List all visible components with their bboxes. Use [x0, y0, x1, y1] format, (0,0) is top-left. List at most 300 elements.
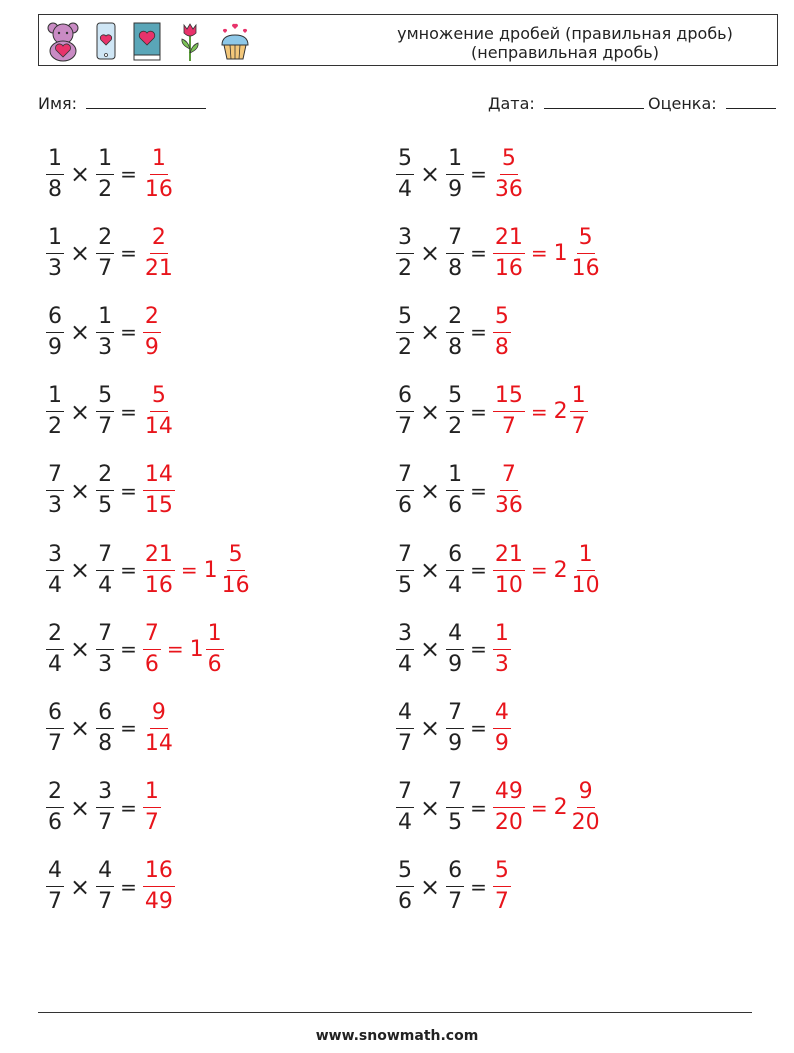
fraction: [446, 858, 464, 915]
problem-5: [46, 459, 175, 523]
denominator: 2: [98, 176, 113, 202]
equals-sign: =: [120, 874, 137, 899]
equals-sign: =: [470, 874, 487, 899]
equals-sign: =: [120, 241, 137, 266]
answer: [493, 779, 602, 836]
problem-18: [396, 696, 511, 760]
denominator: 36: [494, 493, 523, 519]
title-line-2: (неправильная дробь): [471, 43, 659, 62]
denominator: 6: [448, 493, 463, 519]
denominator: 5: [98, 493, 113, 519]
problem-1: [46, 142, 175, 206]
equals-sign: =: [120, 716, 137, 741]
problem-6: [46, 538, 252, 602]
times-sign: ×: [420, 318, 441, 347]
fraction: [493, 858, 511, 915]
problem-17: [396, 617, 511, 681]
numerator: 2: [446, 304, 464, 333]
numerator: 3: [46, 542, 64, 571]
numerator: 5: [493, 858, 511, 887]
denominator: 8: [448, 334, 463, 360]
fraction: [446, 462, 464, 519]
answer: [143, 542, 252, 599]
denominator: 20: [571, 810, 600, 836]
numerator: 5: [227, 542, 245, 571]
denominator: 9: [448, 730, 463, 756]
problem-2: [46, 221, 175, 285]
times-sign: ×: [70, 318, 91, 347]
fraction: [143, 462, 175, 519]
fraction: [46, 462, 64, 519]
denominator: 7: [98, 889, 113, 915]
problem-8: [46, 696, 175, 760]
numerator: 9: [150, 700, 168, 729]
fraction: [493, 304, 511, 361]
equals-sign: =: [530, 795, 548, 820]
answer: [143, 779, 161, 836]
mixed-whole: 1: [553, 240, 568, 266]
numerator: 5: [150, 383, 168, 412]
fraction: [46, 383, 64, 440]
fraction: [46, 858, 64, 915]
numerator: 4: [493, 700, 511, 729]
grade-label: Оценка:: [648, 94, 717, 113]
answer: [493, 304, 511, 361]
denominator: 7: [501, 414, 516, 440]
fraction: [446, 779, 464, 836]
date-label: Дата:: [488, 94, 535, 113]
denominator: 2: [448, 414, 463, 440]
problem-19: [396, 776, 602, 840]
times-sign: ×: [420, 397, 441, 426]
denominator: 4: [398, 651, 412, 677]
equals-sign: =: [470, 637, 487, 662]
fraction: [96, 462, 114, 519]
times-sign: ×: [420, 239, 441, 268]
answer: [493, 542, 602, 599]
answer: [493, 700, 511, 757]
numerator: 1: [150, 146, 168, 175]
denominator: 7: [98, 414, 113, 440]
numerator: 1: [446, 146, 464, 175]
times-sign: ×: [70, 160, 91, 188]
mixed-fraction: [570, 542, 602, 599]
fraction: [396, 779, 414, 836]
fraction: [143, 225, 175, 282]
equals-sign: =: [470, 558, 487, 582]
denominator: 4: [398, 176, 412, 202]
equals-sign: =: [120, 162, 137, 186]
equals-sign: =: [470, 716, 487, 741]
numerator: 2: [46, 621, 64, 650]
fraction: [396, 304, 414, 361]
equals-sign: =: [166, 637, 184, 662]
numerator: 4: [46, 858, 64, 887]
denominator: 9: [448, 651, 463, 677]
denominator: 6: [398, 493, 412, 519]
denominator: 8: [494, 334, 509, 360]
numerator: 1: [570, 383, 588, 412]
times-sign: ×: [420, 793, 441, 822]
answer: [143, 858, 175, 915]
denominator: 10: [494, 572, 523, 598]
title-line-1: умножение дробей (правильная дробь): [397, 24, 733, 43]
equals-sign: =: [470, 241, 487, 266]
numerator: 7: [96, 542, 114, 571]
mixed-fraction: [570, 225, 602, 282]
answer: [143, 700, 175, 757]
equals-sign: =: [470, 399, 487, 424]
times-sign: ×: [420, 160, 441, 188]
numerator: 5: [396, 146, 414, 175]
answer: [143, 146, 175, 203]
denominator: 21: [144, 255, 173, 281]
fraction: [446, 225, 464, 282]
fraction: [46, 304, 64, 361]
numerator: 2: [46, 779, 64, 808]
denominator: 5: [398, 572, 412, 598]
problem-4: [46, 380, 175, 444]
denominator: 9: [494, 730, 509, 756]
numerator: 5: [96, 383, 114, 412]
numerator: 2: [96, 225, 114, 254]
fraction: [46, 225, 64, 282]
fraction: [493, 621, 511, 678]
denominator: 6: [207, 651, 222, 677]
denominator: 4: [48, 572, 62, 598]
denominator: 2: [398, 255, 412, 281]
numerator: 5: [446, 383, 464, 412]
denominator: 4: [448, 572, 463, 598]
fraction: [46, 700, 64, 757]
numerator: 7: [396, 542, 414, 571]
fraction: [446, 383, 464, 440]
denominator: 36: [494, 176, 523, 202]
numerator: 16: [143, 858, 175, 887]
numerator: 9: [577, 779, 595, 808]
equals-sign: =: [120, 399, 137, 424]
grade-blank[interactable]: [726, 94, 776, 109]
times-sign: ×: [70, 239, 91, 268]
mixed-whole: 1: [189, 636, 204, 662]
denominator: 49: [144, 889, 173, 915]
mixed-whole: 2: [553, 399, 568, 425]
denominator: 6: [48, 810, 62, 836]
denominator: 15: [144, 493, 173, 519]
fraction: [396, 700, 414, 757]
answer: [493, 383, 588, 440]
problem-11: [396, 142, 525, 206]
numerator: 7: [446, 700, 464, 729]
name-blank[interactable]: [86, 94, 206, 109]
rose-icon: [173, 19, 207, 63]
denominator: 14: [144, 730, 173, 756]
denominator: 4: [98, 572, 113, 598]
fraction: [396, 146, 414, 203]
denominator: 7: [398, 730, 412, 756]
equals-sign: =: [470, 478, 487, 503]
numerator: 5: [396, 304, 414, 333]
denominator: 4: [398, 810, 412, 836]
numerator: 7: [143, 621, 161, 650]
numerator: 1: [96, 304, 114, 333]
denominator: 9: [48, 334, 62, 360]
mixed-whole: 2: [553, 795, 568, 821]
answer: [143, 462, 175, 519]
denominator: 2: [48, 414, 62, 440]
denominator: 6: [398, 889, 412, 915]
numerator: 7: [96, 621, 114, 650]
name-field[interactable]: [38, 94, 206, 113]
teddy-bear-icon: [43, 19, 83, 63]
denominator: 4: [48, 651, 62, 677]
answer: [143, 225, 175, 282]
fraction: [396, 858, 414, 915]
equals-sign: =: [530, 399, 548, 424]
fraction: [493, 462, 525, 519]
book-heart-icon: [129, 19, 165, 63]
denominator: 5: [448, 810, 463, 836]
fraction: [46, 779, 64, 836]
fraction: [446, 304, 464, 361]
numerator: 5: [577, 225, 595, 254]
mixed-whole: 1: [203, 557, 218, 583]
denominator: 8: [48, 176, 62, 202]
fraction: [396, 621, 414, 678]
numerator: 5: [396, 858, 414, 887]
denominator: 7: [48, 889, 62, 915]
denominator: 10: [571, 572, 600, 598]
fraction: [396, 542, 414, 599]
problem-15: [396, 459, 525, 523]
denominator: 2: [398, 334, 412, 360]
footer-divider: [38, 1012, 752, 1013]
equals-sign: =: [120, 637, 137, 662]
numerator: 1: [493, 621, 511, 650]
denominator: 20: [494, 810, 523, 836]
fraction: [96, 225, 114, 282]
denominator: 7: [98, 255, 113, 281]
numerator: 2: [96, 462, 114, 491]
worksheet-title: [375, 24, 755, 62]
fraction: [446, 700, 464, 757]
fraction: [396, 462, 414, 519]
numerator: 1: [46, 146, 64, 175]
fraction: [96, 779, 114, 836]
denominator: 8: [98, 730, 113, 756]
numerator: 21: [493, 542, 525, 571]
denominator: 3: [98, 334, 113, 360]
answer: [143, 621, 224, 678]
fraction: [143, 858, 175, 915]
problem-10: [46, 855, 175, 919]
numerator: 1: [46, 383, 64, 412]
answer: [493, 858, 511, 915]
fraction: [446, 621, 464, 678]
numerator: 1: [206, 621, 224, 650]
numerator: 7: [500, 462, 518, 491]
fraction: [493, 146, 525, 203]
numerator: 21: [143, 542, 175, 571]
date-field[interactable]: [488, 94, 644, 113]
fraction: [143, 542, 175, 599]
numerator: 6: [46, 304, 64, 333]
equals-sign: =: [470, 162, 487, 186]
fraction: [143, 700, 175, 757]
denominator: 3: [48, 493, 62, 519]
problem-20: [396, 855, 511, 919]
equals-sign: =: [120, 795, 137, 820]
fraction: [143, 621, 161, 678]
cupcake-hearts-icon: [215, 19, 255, 63]
denominator: 3: [494, 651, 509, 677]
numerator: 6: [96, 700, 114, 729]
numerator: 6: [396, 383, 414, 412]
fraction: [96, 383, 114, 440]
fraction: [96, 304, 114, 361]
fraction: [396, 225, 414, 282]
fraction: [446, 146, 464, 203]
fraction: [96, 700, 114, 757]
equals-sign: =: [530, 558, 548, 582]
problem-9: [46, 776, 161, 840]
numerator: 1: [46, 225, 64, 254]
denominator: 7: [494, 889, 509, 915]
fraction: [143, 304, 161, 361]
denominator: 7: [398, 414, 412, 440]
times-sign: ×: [70, 635, 91, 664]
times-sign: ×: [420, 556, 441, 584]
footer-url: www.snowmath.com: [315, 1028, 479, 1044]
fraction: [96, 146, 114, 203]
numerator: 1: [143, 779, 161, 808]
problem-14: [396, 380, 588, 444]
fraction: [96, 542, 114, 599]
problem-7: [46, 617, 224, 681]
denominator: 7: [144, 810, 159, 836]
denominator: 9: [144, 334, 159, 360]
times-sign: ×: [70, 872, 91, 901]
date-blank[interactable]: [544, 94, 644, 109]
times-sign: ×: [70, 556, 91, 584]
numerator: 15: [493, 383, 525, 412]
denominator: 9: [448, 176, 463, 202]
answer: [493, 146, 525, 203]
times-sign: ×: [70, 476, 91, 505]
fraction: [396, 383, 414, 440]
denominator: 7: [571, 414, 586, 440]
times-sign: ×: [420, 476, 441, 505]
fraction: [493, 542, 525, 599]
numerator: 7: [446, 779, 464, 808]
numerator: 1: [446, 462, 464, 491]
equals-sign: =: [470, 795, 487, 820]
numerator: 2: [143, 304, 161, 333]
denominator: 14: [144, 414, 173, 440]
worksheet-header: [38, 14, 778, 66]
equals-sign: =: [470, 320, 487, 345]
problem-16: [396, 538, 602, 602]
numerator: 21: [493, 225, 525, 254]
denominator: 16: [571, 255, 600, 281]
numerator: 7: [396, 779, 414, 808]
phone-heart-icon: [91, 19, 121, 63]
numerator: 4: [446, 621, 464, 650]
answer: [493, 621, 511, 678]
numerator: 5: [493, 304, 511, 333]
times-sign: ×: [420, 714, 441, 743]
numerator: 3: [396, 225, 414, 254]
answer: [143, 304, 161, 361]
times-sign: ×: [70, 397, 91, 426]
numerator: 1: [577, 542, 595, 571]
fraction: [493, 700, 511, 757]
equals-sign: =: [120, 478, 137, 503]
problem-3: [46, 300, 161, 364]
numerator: 6: [446, 542, 464, 571]
denominator: 16: [144, 176, 173, 202]
numerator: 4: [96, 858, 114, 887]
mixed-fraction: [206, 621, 224, 678]
denominator: 8: [448, 255, 463, 281]
mixed-fraction: [570, 779, 602, 836]
numerator: 1: [96, 146, 114, 175]
equals-sign: =: [120, 558, 137, 582]
header-icons: [43, 19, 255, 63]
denominator: 6: [144, 651, 159, 677]
numerator: 6: [446, 858, 464, 887]
equals-sign: =: [530, 241, 548, 266]
denominator: 16: [494, 255, 523, 281]
numerator: 6: [46, 700, 64, 729]
times-sign: ×: [420, 635, 441, 664]
mixed-fraction: [220, 542, 252, 599]
equals-sign: =: [120, 320, 137, 345]
fraction: [493, 383, 525, 440]
mixed-whole: 2: [553, 557, 568, 583]
equals-sign: =: [180, 558, 198, 582]
fraction: [96, 621, 114, 678]
fraction: [46, 542, 64, 599]
numerator: 49: [493, 779, 525, 808]
fraction: [493, 779, 525, 836]
numerator: 3: [396, 621, 414, 650]
denominator: 7: [448, 889, 463, 915]
fraction: [143, 146, 175, 203]
fraction: [96, 858, 114, 915]
name-label: Имя:: [38, 94, 78, 113]
numerator: 7: [46, 462, 64, 491]
answer: [493, 462, 525, 519]
answer: [143, 383, 175, 440]
fraction: [46, 621, 64, 678]
problem-13: [396, 300, 511, 364]
fraction: [493, 225, 525, 282]
grade-field[interactable]: [648, 94, 776, 113]
denominator: 3: [48, 255, 62, 281]
denominator: 7: [98, 810, 113, 836]
times-sign: ×: [70, 793, 91, 822]
numerator: 5: [500, 146, 518, 175]
numerator: 7: [396, 462, 414, 491]
problem-12: [396, 221, 602, 285]
numerator: 3: [96, 779, 114, 808]
times-sign: ×: [70, 714, 91, 743]
fraction: [143, 779, 161, 836]
times-sign: ×: [420, 872, 441, 901]
denominator: 3: [98, 651, 113, 677]
fraction: [143, 383, 175, 440]
